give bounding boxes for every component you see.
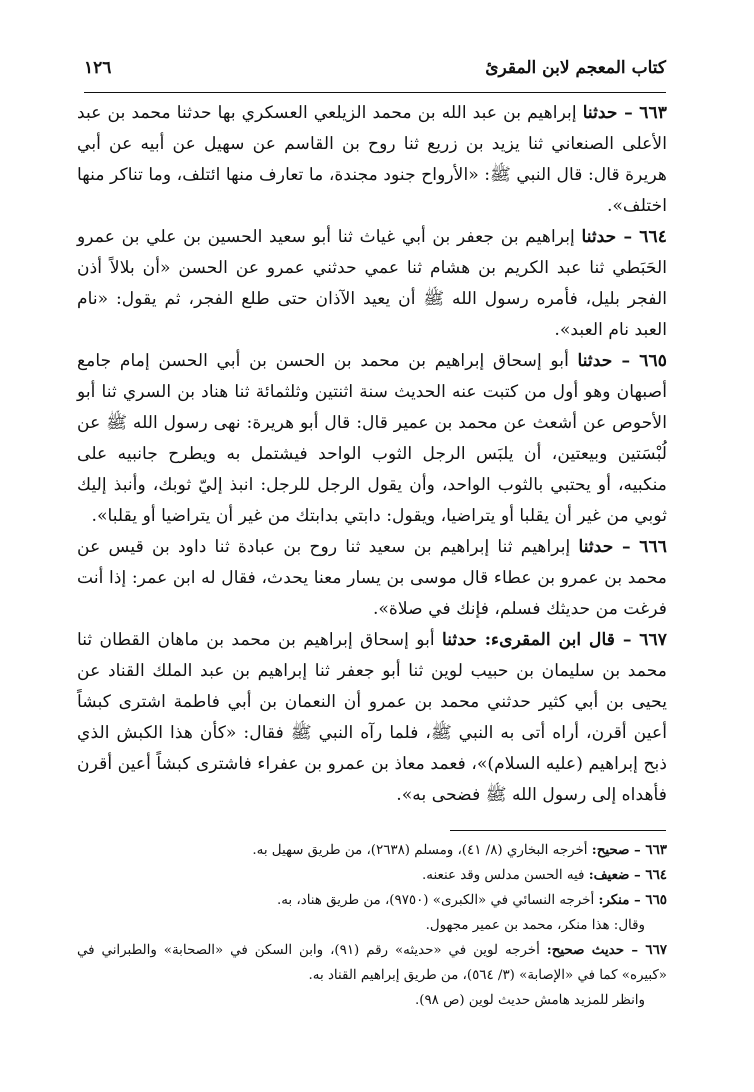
hadith-664-text: إبراهيم بن جعفر بن أبي غياث ثنا أبو سعيد الحسين بن علي بن عمرو الحَبَطي ثنا عبد الكريم بن هشام ثنا عمي حدثني عمرو عن الحسن «أن بلالاً أذن الفجر بليل، فأمره رسول الله ﷺ أن يعيد الآذان حتى طلع الفجر، ثم يقول: «نام العبد نام العبد». <box>77 227 667 340</box>
footnote-663-lead: ٦٦٣ – صحيح: <box>591 842 667 858</box>
footnote-667 <box>77 938 667 988</box>
footnote-667-lead: ٦٦٧ – حديث صحيح: <box>546 942 667 958</box>
hadith-666 <box>77 532 667 625</box>
footnote-664-lead: ٦٦٤ – ضعيف: <box>588 867 667 883</box>
footnote-664-text: فيه الحسن مدلس وقد عنعنه. <box>422 868 589 883</box>
hadith-665 <box>77 346 667 532</box>
book-title: كتاب المعجم لابن المقرئ <box>485 58 666 78</box>
main-text <box>77 98 667 811</box>
footnote-663 <box>77 838 667 863</box>
footnote-665-note: وقال: هذا منكر، محمد بن عمير مجهول. <box>425 918 645 933</box>
hadith-663-text: إبراهيم بن عبد الله بن محمد الزيلعي العسكري بها حدثنا محمد بن عبد الأعلى الصنعاني ثنا يزيد بن زريع ثنا روح بن القاسم عن سهيل عن أبيه عن أبي هريرة قال: قال النبي ﷺ: «الأرواح جنود مجندة، ما تعارف منها ائتلف، وما تناكر منها اختلف». <box>77 103 668 216</box>
hadith-666-text: إبراهيم ثنا إبراهيم بن سعيد ثنا روح بن عبادة ثنا داود بن قيس عن محمد بن عمرو بن عطاء قال موسى بن يسار معنا يحدث، فقال له ابن عمر: إذا أنت فرغت من حديثك فسلم، فإنك في صلاة». <box>77 537 667 619</box>
hadith-666-lead: ٦٦٦ – حدثنا <box>578 537 667 557</box>
hadith-663 <box>77 98 667 222</box>
footnote-665 <box>77 888 667 913</box>
hadith-667-text: أبو إسحاق إبراهيم بن محمد بن ماهان القطان ثنا محمد بن سليمان بن حبيب لوين ثنا أبو جعفر ثنا إبراهيم بن عبد الملك القناد عن يحيى بن أبي كثير حدثني محمد بن عمرو أن النعمان بن أبي فاطمة اشترى كبشاً أعين أقرن، أراه أتى به النبي ﷺ، فلما رآه النبي ﷺ فقال: «كأن هذا الكبش الذي ذبح إبراهيم (عليه السلام)»، فعمد معاذ بن عمرو بن عفراء فاشترى كبشاً أعين أقرن فأهداه إلى رسول الله ﷺ فضحى به». <box>77 630 667 805</box>
footnotes <box>77 838 667 1013</box>
hadith-664 <box>77 222 667 346</box>
footnote-separator <box>450 830 666 831</box>
hadith-665-lead: ٦٦٥ – حدثنا <box>577 351 667 371</box>
footnote-667-text: أخرجه لوين في «حديثه» رقم (٩١)، وابن السكن في «الصحابة» والطبراني في «كبيره» كما في «الإصابة» (٣/ ٥٦٤)، من طريق إبراهيم القناد به. <box>77 943 667 983</box>
hadith-664-lead: ٦٦٤ – حدثنا <box>581 227 667 247</box>
footnote-664 <box>77 863 667 888</box>
footnote-665-lead: ٦٦٥ – منكر: <box>598 892 667 908</box>
footnote-667-note: وانظر للمزيد هامش حديث لوين (ص ٩٨). <box>415 993 645 1008</box>
footnote-663-text: أخرجه البخاري (٨/ ٤١)، ومسلم (٢٦٣٨)، من طريق سهيل به. <box>252 843 592 858</box>
footnote-665-text: أخرجه النسائي في «الكبرى» (٩٧٥٠)، من طريق هناد، به. <box>276 893 599 908</box>
footnote-667-continuation <box>77 988 667 1013</box>
page-number: ١٢٦ <box>84 58 112 78</box>
hadith-663-lead: ٦٦٣ – حدثنا <box>582 103 667 123</box>
running-header <box>84 52 666 93</box>
footnote-665-continuation <box>77 913 667 938</box>
hadith-667 <box>77 625 667 811</box>
hadith-665-text: أبو إسحاق إبراهيم بن محمد بن الحسن بن أبي الحسن إمام جامع أصبهان وهو أول من كتبت عنه الحديث سنة اثنتين وثلثمائة ثنا هناد بن السري ثنا أبو الأحوص عن أشعث عن محمد بن عمير قال: قال أبو هريرة: نهى رسول الله ﷺ عن لُبْسَتين وبيعتين، أن يلبَس الرجل الثوب الواحد فيشتمل به ويطرح جانبيه على منكبيه، أو يحتبي بالثوب الواحد، وأن يقول الرجل للرجل: انبذ إليّ ثوبك، وأنبذ إليك ثوبي من غير أن يقلبا أو يتراضيا، ويقول: دابتي بدابتك من غير أن يتراضيا أو يقلبا». <box>77 351 667 526</box>
hadith-667-lead: ٦٦٧ – قال ابن المقرىء: حدثنا <box>441 630 667 650</box>
